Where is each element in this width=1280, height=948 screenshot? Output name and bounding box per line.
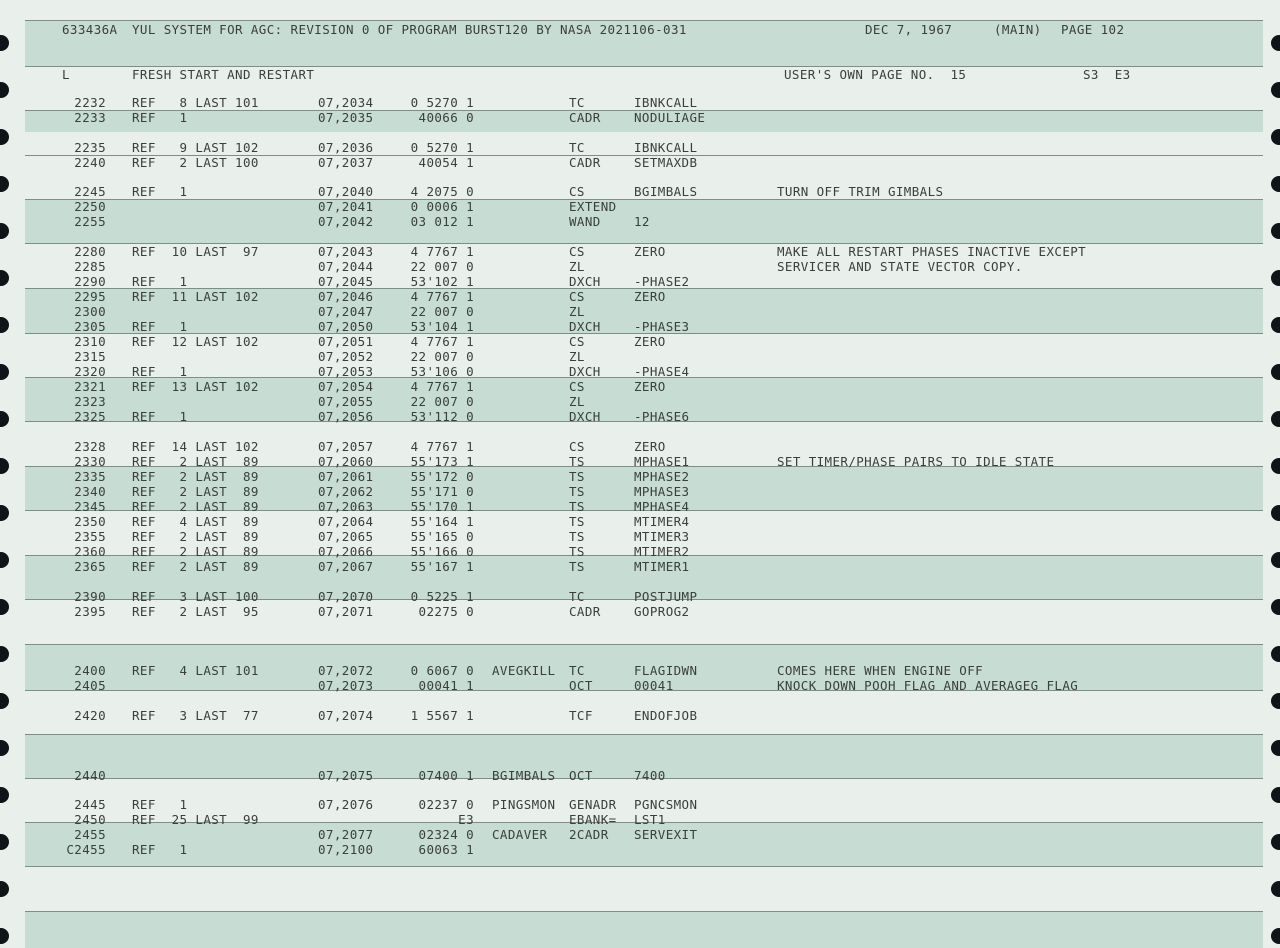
operand: BGIMBALS — [634, 184, 698, 199]
operand: -PHASE2 — [634, 274, 690, 289]
seq-number: 2280 — [74, 244, 106, 259]
octal-code: 55'167 1 — [410, 559, 474, 574]
octal-code: 1 5567 1 — [410, 708, 474, 723]
operand: IBNKCALL — [634, 95, 698, 110]
operand: GOPROG2 — [634, 604, 690, 619]
ref-info: REF 14 LAST 102 — [132, 439, 259, 454]
opcode: TS — [569, 484, 585, 499]
section-title: FRESH START AND RESTART — [132, 67, 315, 82]
ref-info: REF 2 LAST 89 — [132, 499, 259, 514]
operand: PGNCSMON — [634, 797, 698, 812]
octal-code: 55'171 0 — [410, 484, 474, 499]
address: 07,2055 — [318, 394, 374, 409]
label: PINGSMON — [492, 797, 556, 812]
seq-number: 2315 — [74, 349, 106, 364]
address: 07,2044 — [318, 259, 374, 274]
seq-number: 2250 — [74, 199, 106, 214]
ref-info: REF 9 LAST 102 — [132, 140, 259, 155]
opcode: DXCH — [569, 409, 601, 424]
operand: SETMAXDB — [634, 155, 698, 170]
opcode: ZL — [569, 259, 585, 274]
ref-info: REF 1 — [132, 274, 188, 289]
operand: -PHASE3 — [634, 319, 690, 334]
octal-code: 4 7767 1 — [410, 289, 474, 304]
seq-number: 2323 — [74, 394, 106, 409]
address: 07,2052 — [318, 349, 374, 364]
ref-info: REF 1 — [132, 110, 188, 125]
seq-number: 2365 — [74, 559, 106, 574]
opcode: TS — [569, 499, 585, 514]
opcode: EBANK= — [569, 812, 617, 827]
operand: FLAGIDWN — [634, 663, 698, 678]
address: 07,2077 — [318, 827, 374, 842]
address: 07,2035 — [318, 110, 374, 125]
address: 07,2071 — [318, 604, 374, 619]
address: 07,2050 — [318, 319, 374, 334]
page-title: YUL SYSTEM FOR AGC: REVISION 0 OF PROGRAM BURST120 BY NASA 2021106-031 — [132, 22, 687, 37]
seq-number: 2325 — [74, 409, 106, 424]
operand: ENDOFJOB — [634, 708, 698, 723]
address: 07,2074 — [318, 708, 374, 723]
seq-number: 2305 — [74, 319, 106, 334]
operand: MTIMER1 — [634, 559, 690, 574]
ref-info: REF 1 — [132, 797, 188, 812]
operand: NODULIAGE — [634, 110, 706, 125]
octal-code: 07400 1 — [418, 768, 474, 783]
operand: ZERO — [634, 244, 666, 259]
operand: SERVEXIT — [634, 827, 698, 842]
address: 07,2065 — [318, 529, 374, 544]
opcode: DXCH — [569, 319, 601, 334]
octal-code: 00041 1 — [418, 678, 474, 693]
opcode: DXCH — [569, 364, 601, 379]
octal-code: 53'102 1 — [410, 274, 474, 289]
ref-info: REF 4 LAST 101 — [132, 663, 259, 678]
seq-number: 2335 — [74, 469, 106, 484]
opcode: TC — [569, 140, 585, 155]
opcode: CS — [569, 184, 585, 199]
seq-number: C2455 — [66, 842, 106, 857]
seq-number: 2240 — [74, 155, 106, 170]
address: 07,2061 — [318, 469, 374, 484]
octal-code: 60063 1 — [418, 842, 474, 857]
operand: IBNKCALL — [634, 140, 698, 155]
address: 07,2056 — [318, 409, 374, 424]
octal-code: 53'104 1 — [410, 319, 474, 334]
seq-number: 2395 — [74, 604, 106, 619]
ref-info: REF 2 LAST 89 — [132, 469, 259, 484]
octal-code: 4 7767 1 — [410, 439, 474, 454]
ref-info: REF 2 LAST 95 — [132, 604, 259, 619]
operand: MTIMER4 — [634, 514, 690, 529]
operand: POSTJUMP — [634, 589, 698, 604]
address: 07,2047 — [318, 304, 374, 319]
octal-code: 40054 1 — [418, 155, 474, 170]
octal-code: 0 6067 0 — [410, 663, 474, 678]
address: 07,2036 — [318, 140, 374, 155]
octal-code: 55'165 0 — [410, 529, 474, 544]
operand: MTIMER3 — [634, 529, 690, 544]
seq-number: 2320 — [74, 364, 106, 379]
octal-code: 0 5270 1 — [410, 140, 474, 155]
seq-number: 2440 — [74, 768, 106, 783]
address: 07,2041 — [318, 199, 374, 214]
opcode: CADR — [569, 604, 601, 619]
octal-code: 0 5270 1 — [410, 95, 474, 110]
address: 07,2045 — [318, 274, 374, 289]
user-page-number: USER'S OWN PAGE NO. 15 — [784, 67, 967, 82]
operand: -PHASE6 — [634, 409, 690, 424]
opcode: ZL — [569, 304, 585, 319]
address: 07,2067 — [318, 559, 374, 574]
address: 07,2043 — [318, 244, 374, 259]
octal-code: 53'112 0 — [410, 409, 474, 424]
segment-name: (MAIN) — [994, 22, 1042, 37]
opcode: TS — [569, 514, 585, 529]
seq-number: 2233 — [74, 110, 106, 125]
octal-code: 02237 0 — [418, 797, 474, 812]
seq-number: 2450 — [74, 812, 106, 827]
job-number: 633436A — [62, 22, 118, 37]
octal-code: 02275 0 — [418, 604, 474, 619]
ref-info: REF 10 LAST 97 — [132, 244, 259, 259]
opcode: CS — [569, 379, 585, 394]
seq-number: 2321 — [74, 379, 106, 394]
address: 07,2076 — [318, 797, 374, 812]
address: 07,2075 — [318, 768, 374, 783]
opcode: 2CADR — [569, 827, 609, 842]
comment: SERVICER AND STATE VECTOR COPY. — [777, 259, 1023, 274]
address: 07,2063 — [318, 499, 374, 514]
address: 07,2034 — [318, 95, 374, 110]
address: 07,2072 — [318, 663, 374, 678]
label: CADAVER — [492, 827, 548, 842]
opcode: TS — [569, 544, 585, 559]
operand: ZERO — [634, 439, 666, 454]
seq-number: 2345 — [74, 499, 106, 514]
ref-info: REF 4 LAST 89 — [132, 514, 259, 529]
ref-info: REF 13 LAST 102 — [132, 379, 259, 394]
operand: 7400 — [634, 768, 666, 783]
opcode: WAND — [569, 214, 601, 229]
label: BGIMBALS — [492, 768, 556, 783]
seq-number: 2232 — [74, 95, 106, 110]
octal-code: 0 0006 1 — [410, 199, 474, 214]
ref-info: REF 1 — [132, 364, 188, 379]
operand: 12 — [634, 214, 650, 229]
address: 07,2040 — [318, 184, 374, 199]
operand: 00041 — [634, 678, 674, 693]
octal-code: 22 007 0 — [410, 394, 474, 409]
octal-code: 55'166 0 — [410, 544, 474, 559]
operand: MTIMER2 — [634, 544, 690, 559]
seq-number: 2290 — [74, 274, 106, 289]
address: 07,2073 — [318, 678, 374, 693]
opcode: TS — [569, 559, 585, 574]
ref-info: REF 1 — [132, 184, 188, 199]
octal-code: 4 7767 1 — [410, 334, 474, 349]
comment: MAKE ALL RESTART PHASES INACTIVE EXCEPT — [777, 244, 1087, 259]
bank-ids: S3 E3 — [1083, 67, 1131, 82]
ref-info: REF 2 LAST 89 — [132, 484, 259, 499]
opcode: TS — [569, 454, 585, 469]
octal-code: 55'173 1 — [410, 454, 474, 469]
opcode: ZL — [569, 349, 585, 364]
octal-code: 22 007 0 — [410, 349, 474, 364]
ref-info: REF 1 — [132, 409, 188, 424]
address: 07,2062 — [318, 484, 374, 499]
page-number: PAGE 102 — [1061, 22, 1125, 37]
seq-number: 2350 — [74, 514, 106, 529]
address: 07,2037 — [318, 155, 374, 170]
seq-number: 2400 — [74, 663, 106, 678]
octal-code: 55'170 1 — [410, 499, 474, 514]
comment: COMES HERE WHEN ENGINE OFF — [777, 663, 984, 678]
opcode: TS — [569, 529, 585, 544]
seq-number: 2300 — [74, 304, 106, 319]
address: 07,2064 — [318, 514, 374, 529]
seq-number: 2310 — [74, 334, 106, 349]
octal-code: 03 012 1 — [410, 214, 474, 229]
ref-info: REF 2 LAST 89 — [132, 559, 259, 574]
seq-number: 2360 — [74, 544, 106, 559]
octal-code: 22 007 0 — [410, 304, 474, 319]
seq-number: 2355 — [74, 529, 106, 544]
label: AVEGKILL — [492, 663, 556, 678]
ref-info: REF 8 LAST 101 — [132, 95, 259, 110]
operand: MPHASE4 — [634, 499, 690, 514]
address: 07,2046 — [318, 289, 374, 304]
comment: KNOCK DOWN POOH FLAG AND AVERAGEG FLAG — [777, 678, 1079, 693]
seq-number: 2330 — [74, 454, 106, 469]
octal-code: 40066 0 — [418, 110, 474, 125]
log-marker: L — [62, 67, 70, 82]
address: 07,2054 — [318, 379, 374, 394]
comment: SET TIMER/PHASE PAIRS TO IDLE STATE — [777, 454, 1055, 469]
address: 07,2066 — [318, 544, 374, 559]
opcode: CS — [569, 334, 585, 349]
opcode: CADR — [569, 110, 601, 125]
seq-number: 2285 — [74, 259, 106, 274]
seq-number: 2295 — [74, 289, 106, 304]
opcode: OCT — [569, 678, 593, 693]
ref-info: REF 2 LAST 89 — [132, 454, 259, 469]
ref-info: REF 25 LAST 99 — [132, 812, 259, 827]
opcode: DXCH — [569, 274, 601, 289]
octal-code: 4 7767 1 — [410, 379, 474, 394]
octal-code: 55'164 1 — [410, 514, 474, 529]
octal-code: 4 7767 1 — [410, 244, 474, 259]
octal-code: 53'106 0 — [410, 364, 474, 379]
seq-number: 2340 — [74, 484, 106, 499]
opcode: OCT — [569, 768, 593, 783]
seq-number: 2420 — [74, 708, 106, 723]
address: 07,2053 — [318, 364, 374, 379]
operand: -PHASE4 — [634, 364, 690, 379]
seq-number: 2328 — [74, 439, 106, 454]
operand: ZERO — [634, 334, 666, 349]
ref-info: REF 3 LAST 77 — [132, 708, 259, 723]
ref-info: REF 3 LAST 100 — [132, 589, 259, 604]
octal-code: 22 007 0 — [410, 259, 474, 274]
address: 07,2070 — [318, 589, 374, 604]
opcode: TC — [569, 95, 585, 110]
opcode: CS — [569, 289, 585, 304]
address: 07,2100 — [318, 842, 374, 857]
comment: TURN OFF TRIM GIMBALS — [777, 184, 944, 199]
operand: MPHASE1 — [634, 454, 690, 469]
opcode: GENADR — [569, 797, 617, 812]
opcode: TCF — [569, 708, 593, 723]
opcode: TC — [569, 589, 585, 604]
address: 07,2060 — [318, 454, 374, 469]
ref-info: REF 2 LAST 89 — [132, 529, 259, 544]
opcode: TS — [569, 469, 585, 484]
opcode: CADR — [569, 155, 601, 170]
ref-info: REF 2 LAST 100 — [132, 155, 259, 170]
seq-number: 2390 — [74, 589, 106, 604]
octal-code: E3 — [458, 812, 474, 827]
address: 07,2057 — [318, 439, 374, 454]
address: 07,2042 — [318, 214, 374, 229]
seq-number: 2255 — [74, 214, 106, 229]
operand: ZERO — [634, 379, 666, 394]
operand: MPHASE2 — [634, 469, 690, 484]
ref-info: REF 11 LAST 102 — [132, 289, 259, 304]
seq-number: 2245 — [74, 184, 106, 199]
octal-code: 4 2075 0 — [410, 184, 474, 199]
octal-code: 55'172 0 — [410, 469, 474, 484]
ref-info: REF 12 LAST 102 — [132, 334, 259, 349]
operand: LST1 — [634, 812, 666, 827]
print-date: DEC 7, 1967 — [865, 22, 953, 37]
address: 07,2051 — [318, 334, 374, 349]
opcode: CS — [569, 244, 585, 259]
opcode: TC — [569, 663, 585, 678]
octal-code: 0 5225 1 — [410, 589, 474, 604]
ref-info: REF 2 LAST 89 — [132, 544, 259, 559]
opcode: CS — [569, 439, 585, 454]
seq-number: 2455 — [74, 827, 106, 842]
seq-number: 2235 — [74, 140, 106, 155]
opcode: EXTEND — [569, 199, 617, 214]
ref-info: REF 1 — [132, 842, 188, 857]
opcode: ZL — [569, 394, 585, 409]
seq-number: 2405 — [74, 678, 106, 693]
ref-info: REF 1 — [132, 319, 188, 334]
seq-number: 2445 — [74, 797, 106, 812]
operand: ZERO — [634, 289, 666, 304]
operand: MPHASE3 — [634, 484, 690, 499]
octal-code: 02324 0 — [418, 827, 474, 842]
